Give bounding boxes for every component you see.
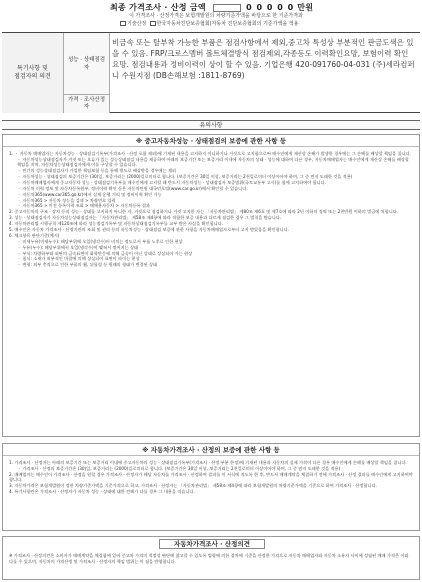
association-checkbox[interactable] [150, 21, 156, 26]
technical-estimate-checkbox[interactable] [120, 21, 126, 26]
estimate-basis-note: 이 가격조사 · 산정가격은 보험개발원의 차량기준가액을 바탕으로 한 기준가격과 [129, 13, 303, 19]
estimate-method-options [120, 20, 340, 27]
notice-item: ㆍ 자동차365(www.car365.go.kr)에서 실제 운행 거리 및 정비이력 확인 가능 [17, 191, 162, 197]
notice-item: ㆍ 자동차365 > 이전 등록이력 조회 > 매매용자동차 > 자동차등록 결과 [17, 203, 150, 209]
technical-estimate-label: 기술산정 [127, 21, 147, 27]
notice-item: 3. 자동차가격은 보험개발원이 정한 차량기준가액을 기준가격으로 하고, 가격조사 · 산정자는 「자동차관리법」 제58조 제4항에 따라 보험개발원의 차량기준가액을 기준으로 하여 가격조사 · 산정합니다. [9, 482, 377, 488]
notice-item: 1. ㆍ 자동차 매매업자는 자동차성능 · 상태점검기록부(가격조사 · 산정 포함 제외)에 기재된 내용을 고지하지 아니하거나 거짓으로 고지함으로써 매수인에게 재산상 손해가 발생한 경우에는 그 손해를 배상할 책임을 집니다. [9, 151, 411, 156]
price-assessment-body [9, 460, 413, 495]
price-assessment-opinion-title: 자동차가격조사 · 산정의견 [159, 539, 265, 549]
notice-item: 2. 중고자동차의 구조 · 장치 등의 성능 · 상태를 고지하지 아니한 자, 거짓으로 점검하거나 거짓 고지한 자는 「자동차관리법」 제80조 제6호 및 제7호에 따라 2년 이하의 징역 또는 2천만원 이하의 벌금에 처합니다. [9, 209, 399, 215]
notice-item: ㆍ 변형: 외부 충격으로 인한 부품의 휨, 뒤틀림 등 원래의 형태가 변경된 상태 [17, 262, 158, 268]
notice-item: ㆍ 자동차성능 · 상태점검의 보증기간은 (30)일, 보증거리는 (2000)킬로미터로 합니다. (보증기간은 30일 이상, 보증거리는 2천킬로미터 이상이어야 하며, 그 중 먼저 도래한 것을 적용) [17, 173, 353, 179]
estimate-unit: 만원 [297, 3, 314, 12]
estimate-amount-box[interactable] [213, 4, 241, 12]
estimate-amount-value: 0 0 0 0 0 [246, 3, 295, 12]
notice-item: ㆍ 미세누유(미세누수): 해당부위에 오일(냉각수)이 비치는 정도로서 부품 노후로 인한 현상 [17, 238, 183, 244]
inspector-opinion-text: 비금속 또는 탈부착 가능한 부품은 점검사항에서 제외,중고차 특성상 부분적인 판금도색은 있을 수 있음. FRP/크로스멤버 볼트체결방식 점검제외,각종등도 이력확인요망, 보험이력 확인 요망. 점검내용과 정비이력이 상이 할 수 있음. 기업은행 420-091760-04-031 (주)세라컴퍼니 수원지점 (DB손해보험 :1811-8769) [112, 38, 415, 80]
price-assessor-label: 가격 · 조사산정 자 [64, 95, 110, 113]
final-estimate-label: 최종 가격조사 · 산정 금액 [110, 3, 206, 12]
price-assessment-opinion [2, 536, 420, 580]
final-estimate-section [0, 0, 422, 28]
notice-item: 6. 체크항목 판단기준(예시) [9, 232, 60, 238]
precautions-label: 유의사항 [2, 120, 420, 130]
association-label: 한국자동차진단보증협회(자동차 진단보증협회의 기준가액을 적용 [156, 21, 299, 27]
notice-item: ㆍ 침식: 소재가 외부적인 마찰에 의해 상실되어 표면이 파이는 현상 [17, 256, 140, 262]
final-estimate-line [110, 2, 320, 12]
notice-item: 3. 성능 · 상태점검자가 자동차성능상태점검자는 「자동차관리법」 제58조 제4항에 따라 적합한 보증 내용과 다르게 점검한 경우 그 벌칙을 받습니다. [9, 215, 282, 221]
inspection-warranty-body [9, 151, 413, 268]
special-notes-header: 특기사항 및 점검자의 의견 [2, 33, 64, 113]
notice-item: ㆍ 부식: 차량하부와 외판의 금속표면이 화학반응에 의해 금속이 아닌 상태로 상실되어 가는 현상 [17, 250, 193, 256]
price-assessment-heading: ※ 자동차가격조사 · 산정의 보증에 관한 사항 등 [3, 444, 419, 456]
notice-item: ㆍ 가격조사 · 산정의 보증기간은 (30)일, 보증거리는 (2000)킬로미터로 합니다. (보증기간은 30일 이상, 보증거리는 2천킬로미터 이상이어야 하며, 그 중 먼저 도래한 것을 적용) [17, 465, 341, 471]
notice-item: 5. 매수인은 자동차 가격조사 · 산정기관의 조회 및 권리 등의 자동차성능 · 상태점검 보증에 관한 사항을 자동차매매업자로부터 고지 받았음을 확인합니다. [9, 226, 290, 232]
notice-item: ㆍ 누유(누수): 해당부위에서 오일(냉각수)이 맺혀서 떨어지는 상태 [17, 244, 139, 250]
performance-inspector-label: 성능 · 상태점검 자 [64, 33, 110, 95]
price-assessment-opinion-text: ※ 가격조사 · 산정의견은 소비자가 매매계약을 체결함에 있어 중고차 가격의 적정성 판단에 참고할 수 있도록 법령에 의한 절차에 기준을 산정한 가격으로 자동차 매매업자와 자동차 소유자 사이에 성립된 매매 가격은 이와 다를 수 있으며, 자동차의 가격산정 및 가격조사 · 산정자의 책임 범위는 이 점을 반영합니다. [9, 553, 409, 564]
notice-item: ㆍ 자동차 이력 정보 및 자동차등록원부, 정비이력 확인 등은 자동차민원 대국민포털(www.car.go.kr)에서 확인할 수 있습니다. [17, 185, 248, 191]
notice-item: 2. 매매업자는 매수인이 가격조사 · 산정을 원할 경우 가격조사 · 산정자가 해당 자동차를 가격조사 · 산정하여 결과를 이 서식에 적도록 한 후, 반드시 매매계약을 체결하기 전에 가격조사 · 산정 결과를 매수인에게 고지하여야 합니다. [9, 471, 413, 483]
notice-item: 4. 특기사항란은 가격조사 · 산정자가 자동차 성능 · 상태에 대한 견해가 다를 경우 그 내용을 적습니다. [9, 488, 195, 494]
inspection-warranty-heading: ※ 중고자동차성능 · 상태점검의 보증에 관한 사항 등 [3, 135, 419, 147]
notice-item: 4. 자동차관리법 시행규칙 제120조에 따라 성능점검기록부 및 자동차상태점검기록부를 교부 받은 사실을 확인합니다. [9, 221, 224, 227]
notice-item: ㆍ 자동차365 > 자동차 성능을 검색 > 차량번호 입력 [17, 197, 116, 203]
notice-item: 1. 가격조사 · 산정자는 아래의 보증기간 또는 보증거리 이내에 중고자동차의 성능 · 상태점검기록부(가격조사 · 산정 부분 한정)에 기재된 내용과 자동차의 실제 가격이 다른 경우 매수인에게 손해를 배상할 책임을 집니다. [9, 460, 407, 465]
notice-item: ㆍ 자동차매매업자에게 중고자동차 성능 · 상태점검기록부를 매수인에게 고지할 때 반드시 자동차성능 · 상태점검자 보증범위(국토교통부 고시)를 함께 고지하여야 합니다. [17, 179, 327, 185]
inspection-warranty-notice [2, 134, 420, 437]
notice-item: ㆍ 민간의 성능상태점검자가 가입한 책임보험 등을 통해 별도로 배상받을 경우에는 제외 [17, 168, 176, 174]
price-assessment-warranty-notice [2, 443, 420, 531]
notice-item: ㆍ 자동차성능상태점검자가 거짓 또는 오류가 있는 성능상태점검 내용을 제공하여 아래의 보증기간 또는 보증거리 이내에 자동차의 상태 · 성능에 대하여 다른 경우, 자동차매매업자는 매수인에게 재산상 손해를 배상할 책임을 지며, 자동차성능상태점검자에게 이를 구상할 수 있습니다. [17, 156, 409, 168]
special-notes-table [2, 32, 420, 113]
